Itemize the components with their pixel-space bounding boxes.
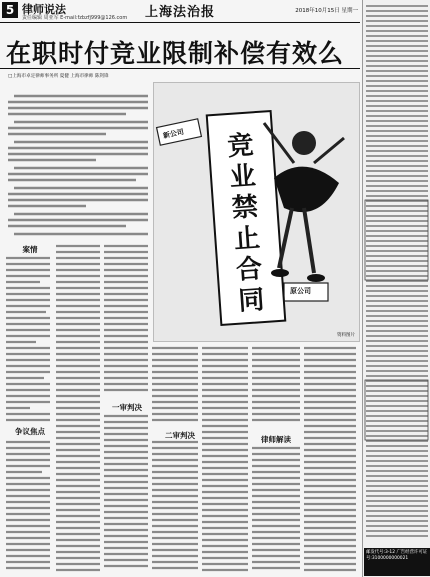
headline: 在职时付竞业限制补偿有效么	[6, 39, 345, 68]
masthead	[0, 0, 360, 23]
illustration-contract-text: 竞业禁止合同	[226, 130, 266, 317]
illustration-credit: 资料图片	[337, 333, 355, 338]
rail-footer: 邮发代号:3-12 广告经营许可证号:3100000000021	[364, 548, 430, 576]
paper-name: 上海法治报	[145, 5, 216, 20]
lower-text-columns	[0, 242, 360, 577]
rail-boxed-ad	[365, 200, 428, 280]
text-lines	[6, 90, 150, 240]
rail-text-lines	[363, 0, 430, 540]
subhead-dispute: 争议焦点	[15, 427, 45, 436]
subhead-trial1: 一审判决	[112, 403, 142, 412]
subhead-case: 案情	[22, 245, 38, 254]
illustration-sign-old: 原公司	[290, 287, 311, 295]
intro-text-block	[6, 90, 150, 240]
section-number-badge: 5	[2, 2, 18, 18]
byline: □上海市卓定律师事务所 夏健 上海市律师 陈剑锋	[8, 74, 109, 79]
issue-date: 2018年10月15日 星期一	[295, 8, 358, 14]
right-rail	[362, 0, 430, 577]
illustration-sign-new: 新公司	[162, 127, 185, 141]
section-title: 律师说法	[22, 3, 66, 16]
subhead-lawyer: 律师解读	[261, 435, 291, 444]
editor-line: 责任编辑 周亚军 E-mail:fzbzfj999@126.com	[22, 15, 128, 21]
subhead-trial2: 二审判决	[165, 431, 195, 440]
headline-rule	[0, 68, 360, 69]
